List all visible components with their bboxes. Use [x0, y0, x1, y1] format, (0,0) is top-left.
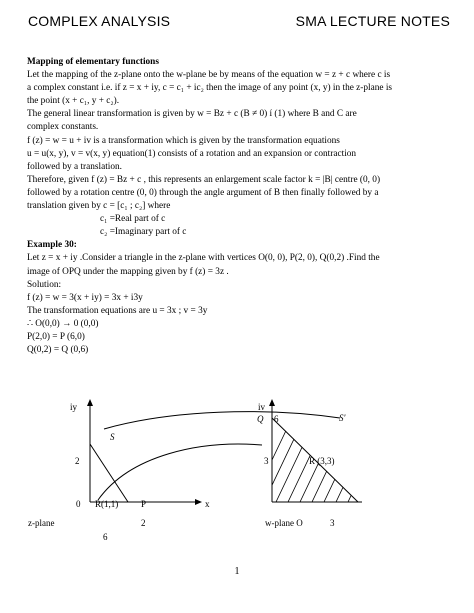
paragraph-line: a complex constant i.e. if z = x + iy, c = c₁ + ic₂ then the image of any point (x, y) in the z-plane is: [27, 83, 393, 94]
section-title: Mapping of elementary functions: [27, 57, 159, 67]
z-plane-r-label: R(1,1): [95, 499, 119, 509]
w-plane-tick-3: 3: [264, 456, 269, 466]
w-plane-figure: [104, 399, 388, 528]
paragraph-line: Therefore, given f (z) = Bz + c , this represents an enlargement scale factor k = |B| centre (0, 0): [27, 174, 381, 185]
definition-line: c₁ =Real part of c: [100, 214, 166, 225]
paragraph-line: followed by a rotation centre (0, 0) through the angle argument of B then finally followed by a: [27, 187, 379, 198]
w-plane-iv-label: iv: [258, 402, 266, 412]
w-plane-q-label: Q: [257, 414, 264, 424]
w-plane-y-arrow: [269, 399, 275, 406]
paragraph-line: Let the mapping of the z-plane onto the w-plane be by means of the equation w = z + c where c is: [27, 70, 391, 81]
w-plane-tick-x: 3: [330, 518, 335, 528]
z-plane-s-label: S: [110, 432, 115, 442]
page-number: 1: [234, 566, 240, 577]
lecture-content: [27, 56, 455, 357]
z-plane-figure: [28, 399, 262, 542]
z-to-w-arc-lower: [98, 444, 262, 500]
example-line: image of OPQ under the mapping given by f (z) = 3z .: [27, 266, 229, 277]
z-plane-tick-2: 2: [75, 456, 80, 466]
solution-line: ∴ O(0,0) → 0 (0,0): [27, 318, 99, 329]
solution-line: P(2,0) = P (6,0): [27, 331, 85, 342]
example-line: Let z = x + iy .Consider a triangle in the z-plane with vertices O(0, 0), P(2, 0), Q(0,2) .Find the: [27, 253, 380, 264]
paragraph-line: f (z) = w = u + iv is a transformation which is given by the transformation equations: [27, 135, 340, 146]
header-notes-title: SMA LECTURE NOTES: [295, 13, 450, 29]
z-plane-y-arrow: [87, 399, 93, 406]
w-plane-tick-x2: 6: [103, 532, 108, 542]
mapping-diagram: [0, 390, 474, 550]
z-plane-origin: 0: [76, 499, 81, 509]
z-plane-diagonal: [90, 444, 128, 502]
w-plane-caption: w-plane O: [265, 518, 303, 528]
z-plane-x-arrow: [195, 499, 202, 505]
solution-label: Solution:: [27, 279, 62, 290]
header-course-title: COMPLEX ANALYSIS: [28, 13, 171, 29]
paragraph-line: translation given by c = [c₁ ; c₂] where: [27, 201, 171, 212]
z-plane-p-label: P: [141, 499, 147, 509]
solution-line: The transformation equations are u = 3x ; v = 3y: [27, 305, 208, 316]
example-title: Example 30:: [27, 240, 77, 251]
z-plane-iy-label: iy: [70, 402, 78, 412]
z-plane-tick-x: 2: [141, 518, 146, 528]
w-plane-tick-6: 6: [274, 414, 279, 424]
solution-line: f (z) = w = 3(x + iy) = 3x + i3y: [27, 292, 143, 303]
paragraph-line: followed by a translation.: [27, 161, 123, 172]
z-to-w-arc-upper: [104, 412, 340, 429]
w-plane-r-label: R (3,3): [309, 456, 335, 466]
paragraph-line: the point (x + c₁, y + c₂).: [27, 96, 120, 107]
z-plane-caption: z-plane: [28, 518, 55, 528]
paragraph-line: The general linear transformation is given by w = Bz + c (B ≠ 0) í (1) where B and C are: [27, 109, 357, 120]
paragraph-line: complex constants.: [27, 122, 99, 133]
z-plane-x-label: x: [205, 499, 210, 509]
w-plane-s-label: S': [339, 413, 346, 423]
paragraph-line: u = u(x, y), v = v(x, y) equation(1) consists of a rotation and an expansion or contraction: [27, 148, 357, 159]
solution-line: Q(0,2) = Q (0,6): [27, 345, 89, 356]
definition-line: c₂ =Imaginary part of c: [100, 227, 187, 238]
